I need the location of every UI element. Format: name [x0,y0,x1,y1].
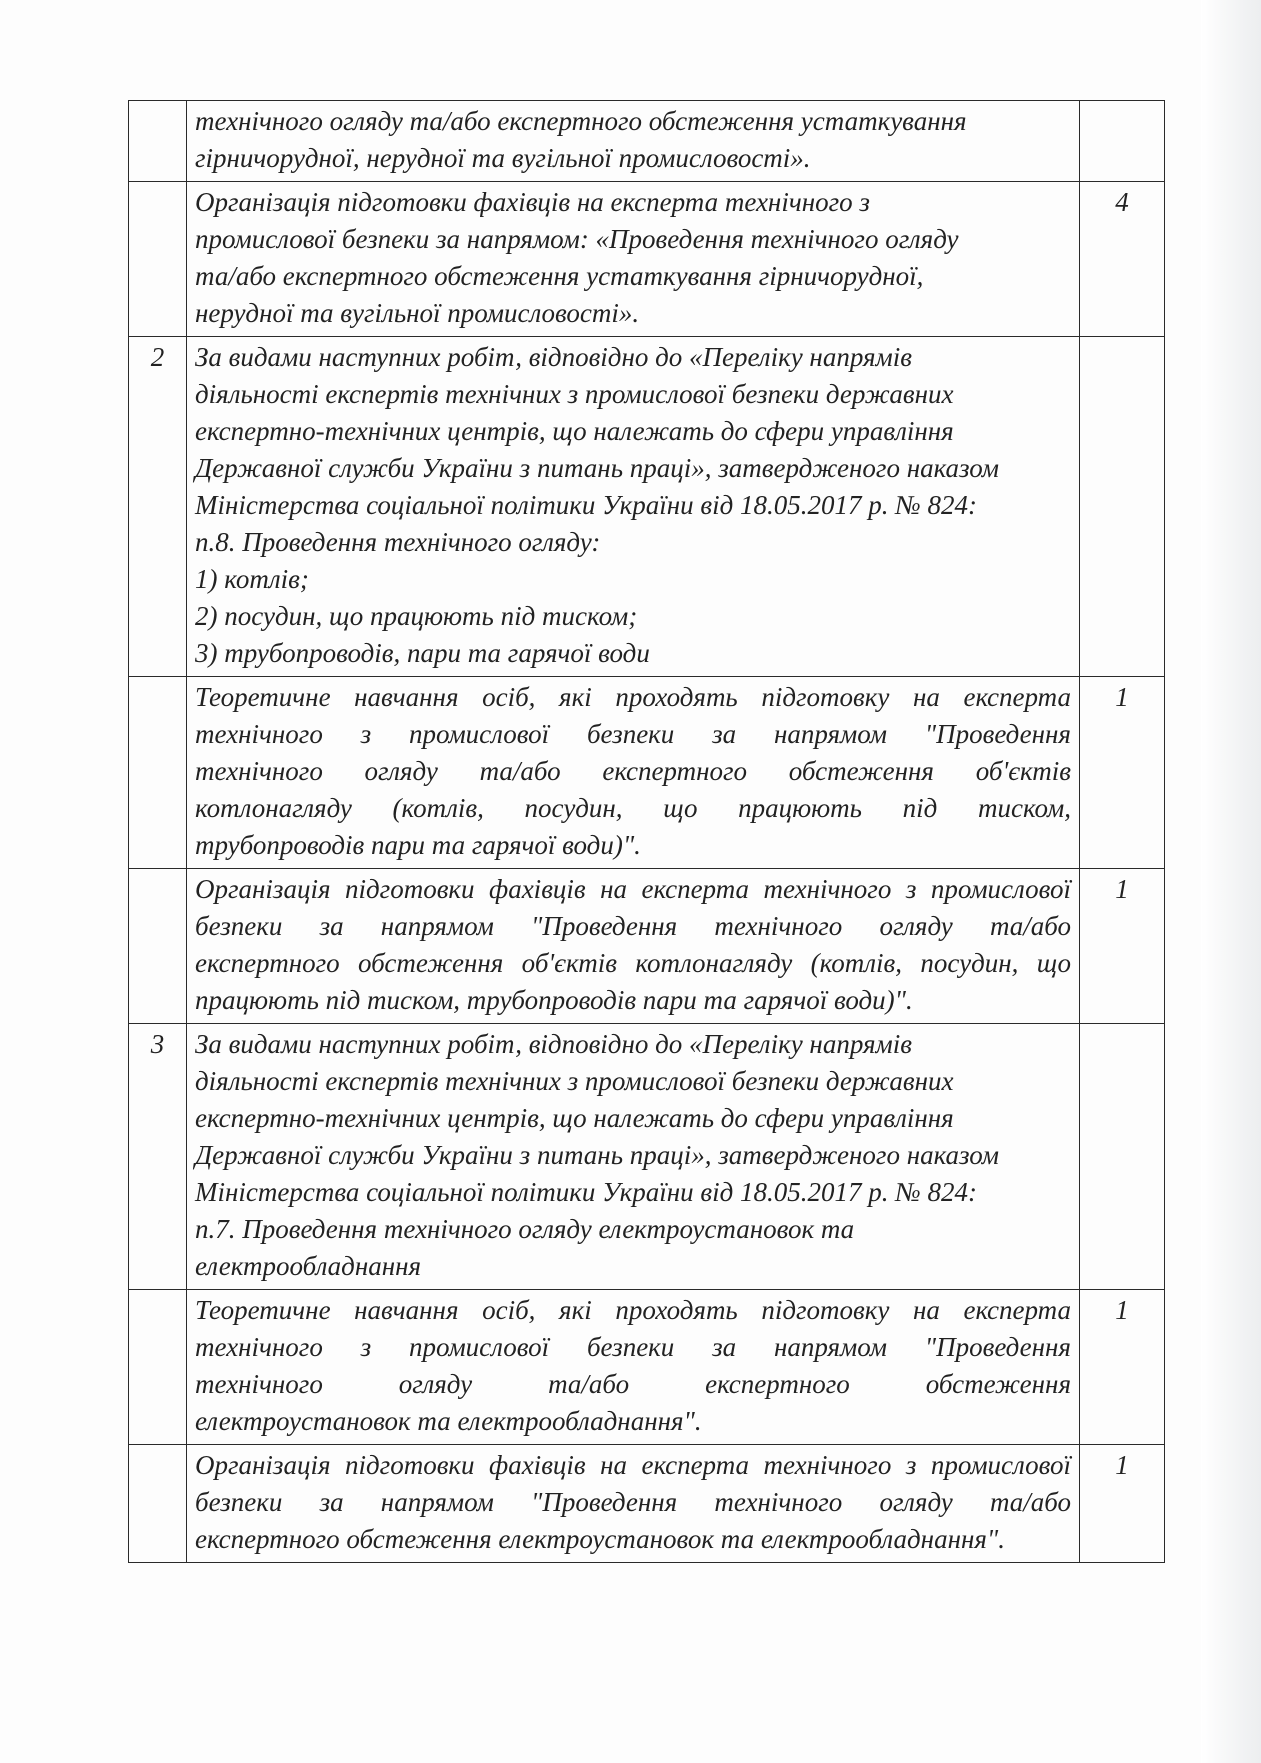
description-line: Теоретичне навчання осіб, які проходять підготовку на експерта [195,1295,1071,1325]
description-line: гірничорудної, нерудної та вугільної промисловості». [195,143,811,173]
row-value-cell [1080,101,1165,182]
description-line: нерудної та вугільної промисловості». [195,298,640,328]
table-row [129,1024,1165,1290]
description-line: технічного огляду та/або експертного обстеження об'єктів [195,756,1071,786]
description-line: працюють під тиском, трубопроводів пари та гарячої води)". [195,985,913,1015]
table-row [129,337,1165,677]
description-line: та/або експертного обстеження устаткування гірничорудної, [195,261,924,291]
description-line: Державної служби України з питань праці», затвердженого наказом [195,1140,999,1170]
row-value-cell: 4 [1080,182,1165,337]
description-line: Міністерства соціальної політики України від 18.05.2017 р. № 824: [195,1177,977,1207]
description-line: За видами наступних робіт, відповідно до «Переліку напрямів [195,1029,912,1059]
description-line: технічного з промислової безпеки за напрямом "Проведення [195,719,1071,749]
scan-edge-shadow [1201,0,1261,1763]
row-number-cell [129,869,187,1024]
row-number-cell [129,1290,187,1445]
row-value-cell [1080,337,1165,677]
row-description-cell [187,1290,1080,1445]
description-line: трубопроводів пари та гарячої води)". [195,830,641,860]
description-line: експертно-технічних центрів, що належать до сфери управління [195,1103,954,1133]
description-line: За видами наступних робіт, відповідно до «Переліку напрямів [195,342,912,372]
row-value-cell: 1 [1080,1445,1165,1563]
description-line: електрообладнання [195,1251,422,1281]
row-number-cell [129,101,187,182]
row-number-cell: 3 [129,1024,187,1290]
table-row [129,182,1165,337]
row-value-cell: 1 [1080,677,1165,869]
table-row [129,869,1165,1024]
description-line: діяльності експертів технічних з промислової безпеки державних [195,379,954,409]
description-line: п.7. Проведення технічного огляду електроустановок та [195,1214,855,1244]
table-row [129,101,1165,182]
description-line: безпеки за напрямом "Проведення технічного огляду та/або [195,911,1071,941]
row-number-cell: 2 [129,337,187,677]
description-line: експертно-технічних центрів, що належать до сфери управління [195,416,954,446]
table-row [129,1445,1165,1563]
row-number-cell [129,677,187,869]
description-line: Організація підготовки фахівців на експерта технічного з [195,187,870,217]
row-description-cell [187,337,1080,677]
description-line: електроустановок та електрообладнання". [195,1406,702,1436]
description-line: 1) котлів; [195,564,309,594]
row-value-cell: 1 [1080,1290,1165,1445]
description-line: промислової безпеки за напрямом: «Проведення технічного огляду [195,224,959,254]
description-line: 3) трубопроводів, пари та гарячої води [195,638,650,668]
row-value-cell [1080,1024,1165,1290]
table-row [129,677,1165,869]
row-description-cell [187,1445,1080,1563]
row-description-cell [187,182,1080,337]
description-line: Організація підготовки фахівців на експерта технічного з промислової [195,1450,1071,1480]
description-line: 2) посудин, що працюють під тиском; [195,601,638,631]
description-line: п.8. Проведення технічного огляду: [195,527,601,557]
description-line: експертного обстеження електроустановок та електрообладнання". [195,1524,1005,1554]
description-line: Теоретичне навчання осіб, які проходять підготовку на експерта [195,682,1071,712]
row-description-cell [187,869,1080,1024]
description-line: технічного огляду та/або експертного обстеження устаткування [195,106,967,136]
program-table [128,100,1165,1563]
description-line: технічного з промислової безпеки за напрямом "Проведення [195,1332,1071,1362]
description-line: котлонагляду (котлів, посудин, що працюють під тиском, [195,793,1071,823]
row-description-cell [187,677,1080,869]
description-line: технічного огляду та/або експертного обстеження [195,1369,1071,1399]
table-row [129,1290,1165,1445]
row-description-cell [187,1024,1080,1290]
description-line: Державної служби України з питань праці», затвердженого наказом [195,453,999,483]
description-line: безпеки за напрямом "Проведення технічного огляду та/або [195,1487,1071,1517]
row-number-cell [129,1445,187,1563]
row-description-cell [187,101,1080,182]
program-table-body [129,101,1165,1563]
description-line: експертного обстеження об'єктів котлонагляду (котлів, посудин, що [195,948,1071,978]
description-line: Організація підготовки фахівців на експерта технічного з промислової [195,874,1071,904]
description-line: діяльності експертів технічних з промислової безпеки державних [195,1066,954,1096]
description-line: Міністерства соціальної політики України від 18.05.2017 р. № 824: [195,490,977,520]
row-number-cell [129,182,187,337]
row-value-cell: 1 [1080,869,1165,1024]
